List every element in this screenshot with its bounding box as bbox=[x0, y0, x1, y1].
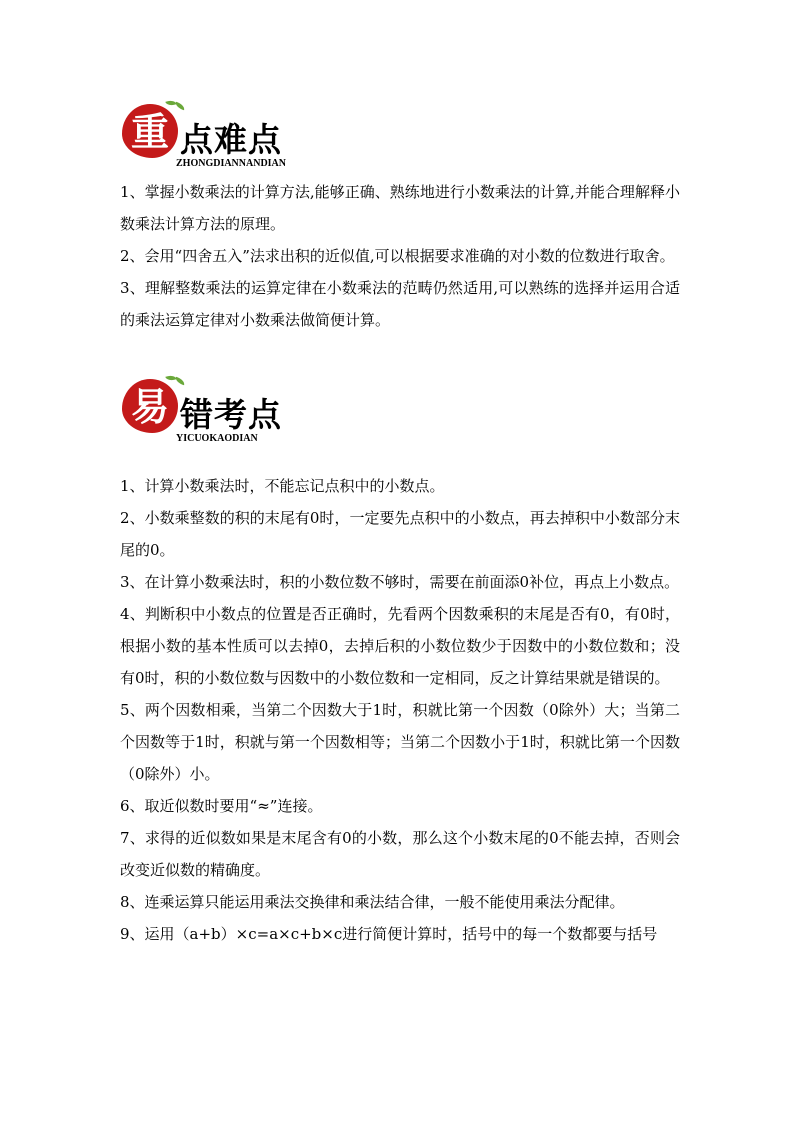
section-header-key-points bbox=[118, 100, 318, 180]
list-item: 3、理解整数乘法的运算定律在小数乘法的范畴仍然适用,可以熟练的选择并运用合适的乘法运算定律对小数乘法做简便计算。 bbox=[120, 279, 680, 329]
section-header-error-points bbox=[118, 375, 318, 455]
badge-char: 重 bbox=[130, 110, 169, 154]
section-subtitle: ZHONGDIANNANDIAN bbox=[176, 158, 287, 169]
badge-char: 易 bbox=[130, 385, 169, 429]
section-title: 错考点 bbox=[180, 395, 282, 434]
key-points-list bbox=[120, 176, 680, 336]
list-item: 2、会用“四舍五入”法求出积的近似值,可以根据要求准确的对小数的位数进行取舍。 bbox=[120, 247, 675, 265]
list-item: 4、判断积中小数点的位置是否正确时，先看两个因数乘积的末尾是否有0，有0时，根据小数的基本性质可以去掉0，去掉后积的小数位数少于因数中的小数位数和；没有0时，积的小数位数与因数中的小数位数和一定相同，反之计算结果就是错误的。 bbox=[120, 605, 680, 687]
list-item: 5、两个因数相乘，当第二个因数大于1时，积就比第一个因数（0除外）大；当第二个因数等于1时，积就与第一个因数相等；当第二个因数小于1时，积就比第一个因数（0除外）小。 bbox=[120, 701, 680, 783]
list-item: 8、连乘运算只能运用乘法交换律和乘法结合律，一般不能使用乘法分配律。 bbox=[120, 893, 625, 911]
list-item: 3、在计算小数乘法时，积的小数位数不够时，需要在前面添0补位，再点上小数点。 bbox=[120, 573, 680, 591]
section-subtitle: YICUOKAODIAN bbox=[176, 433, 258, 444]
list-item: 7、求得的近似数如果是末尾含有0的小数，那么这个小数末尾的0不能去掉，否则会改变近似数的精确度。 bbox=[120, 829, 680, 879]
list-item: 1、掌握小数乘法的计算方法,能够正确、熟练地进行小数乘法的计算,并能合理解释小数乘法计算方法的原理。 bbox=[120, 183, 680, 233]
error-points-list bbox=[120, 470, 680, 950]
list-item: 1、计算小数乘法时，不能忘记点积中的小数点。 bbox=[120, 477, 445, 495]
list-item: 2、小数乘整数的积的末尾有0时，一定要先点积中的小数点，再去掉积中小数部分末尾的0。 bbox=[120, 509, 680, 559]
section-title: 点难点 bbox=[180, 120, 282, 159]
list-item: 9、运用（a+b）×c=a×c+b×c进行简便计算时，括号中的每一个数都要与括号 bbox=[120, 925, 658, 943]
list-item: 6、取近似数时要用“≈”连接。 bbox=[120, 797, 323, 815]
